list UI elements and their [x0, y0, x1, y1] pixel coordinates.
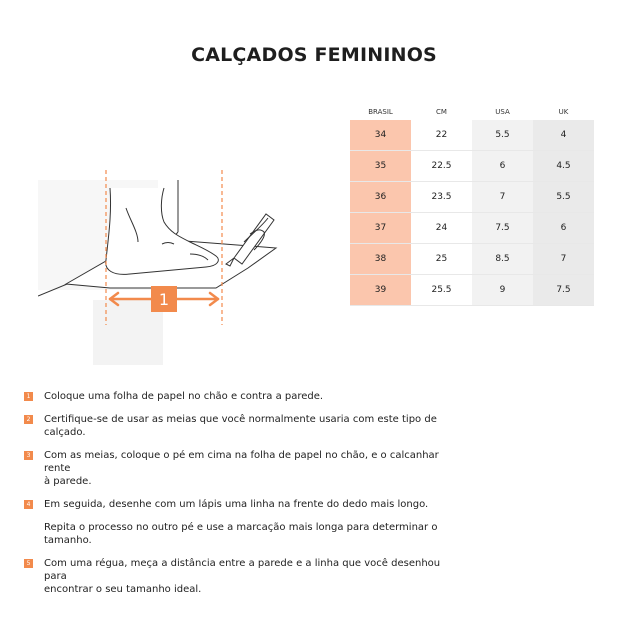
table-cell-uk: 6: [533, 213, 594, 244]
table-cell-usa: 7: [472, 182, 533, 213]
table-cell-cm: 25.5: [411, 275, 472, 306]
step-text: Em seguida, desenhe com um lápis uma linha na frente do dedo mais longo.: [44, 499, 429, 510]
table-cell-brasil: 36: [350, 182, 411, 213]
table-cell-usa: 5.5: [472, 120, 533, 151]
size-chart-table: [350, 104, 594, 306]
step-number-badge: 5: [24, 559, 33, 568]
step-text: Repita o processo no outro pé e use a marcação mais longa para determinar o tamanho.: [44, 522, 438, 546]
header-uk: UK: [558, 108, 569, 116]
foot-drawing: [106, 188, 219, 274]
table-cell-usa: 8.5: [472, 244, 533, 275]
step-number-badge: 1: [24, 392, 33, 401]
instruction-step: [24, 498, 444, 547]
table-header-row: [350, 104, 594, 120]
step-number-badge: 3: [24, 451, 33, 460]
table-cell-brasil: 39: [350, 275, 411, 306]
foot-measuring-illustration: [38, 160, 298, 379]
measure-number-label: 1: [158, 290, 170, 309]
table-row: [350, 120, 594, 151]
table-cell-usa: 7.5: [472, 213, 533, 244]
table-cell-usa: 9: [472, 275, 533, 306]
table-row: [350, 151, 594, 182]
table-row: [350, 244, 594, 275]
table-cell-uk: 4.5: [533, 151, 594, 182]
step-text: Com as meias, coloque o pé em cima na folha de papel no chão, e o calcanhar rente à parede.: [44, 450, 439, 487]
header-cm: CM: [436, 108, 447, 116]
table-cell-cm: 24: [411, 213, 472, 244]
table-cell-uk: 4: [533, 120, 594, 151]
table-cell-brasil: 35: [350, 151, 411, 182]
step-number-badge: 2: [24, 415, 33, 424]
table-cell-brasil: 37: [350, 213, 411, 244]
page-title: CALÇADOS FEMININOS: [191, 44, 437, 66]
table-body: [350, 120, 594, 306]
table-cell-brasil: 34: [350, 120, 411, 151]
instruction-step: [24, 449, 444, 488]
table-cell-cm: 23.5: [411, 182, 472, 213]
step-text: Com uma régua, meça a distância entre a parede e a linha que você desenhou para encontrar o seu tamanho ideal.: [44, 558, 441, 595]
step-number-badge: 4: [24, 500, 33, 509]
instruction-step: [24, 413, 444, 439]
table-row: [350, 213, 594, 244]
step-text: Certifique-se de usar as meias que você normalmente usaria com este tipo de calçado.: [44, 414, 437, 438]
instruction-step: [24, 557, 444, 596]
table-cell-uk: 7.5: [533, 275, 594, 306]
instructions-list: [24, 390, 444, 606]
table-row: [350, 182, 594, 213]
table-cell-usa: 6: [472, 151, 533, 182]
table-cell-uk: 7: [533, 244, 594, 275]
table-cell-cm: 22.5: [411, 151, 472, 182]
header-brasil: BRASIL: [368, 108, 393, 116]
table-cell-cm: 22: [411, 120, 472, 151]
header-usa: USA: [495, 108, 510, 116]
table-cell-uk: 5.5: [533, 182, 594, 213]
instruction-step: [24, 390, 444, 403]
table-cell-cm: 25: [411, 244, 472, 275]
table-row: [350, 275, 594, 306]
step-text: Coloque uma folha de papel no chão e contra a parede.: [44, 391, 324, 402]
table-cell-brasil: 38: [350, 244, 411, 275]
